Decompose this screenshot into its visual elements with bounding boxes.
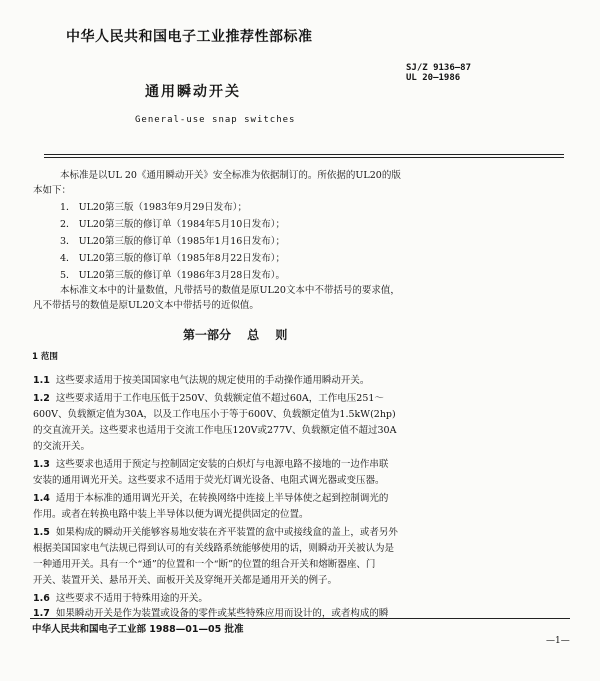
clause-number: 1.2 <box>33 393 50 404</box>
list-number: 1． <box>60 202 76 213</box>
intro-paragraph-line: 本如下： <box>33 185 72 196</box>
clause-number: 1.6 <box>33 593 50 604</box>
clause <box>33 590 208 604</box>
clause-text-line: 安装的通用调光开关。这些要求不适用于荧光灯调光设备、电阻式调光器或变压器。 <box>33 475 385 486</box>
part-heading: 第一部分 总 则 <box>183 328 288 342</box>
clause-number: 1.1 <box>33 375 50 386</box>
clause <box>33 390 384 404</box>
list-text: UL20第三版的修订单（1986年3月28日发布）。 <box>78 270 286 281</box>
approval-line: 中华人民共和国电子工业部 1988—01—05 批准 <box>32 624 244 635</box>
intro-paragraph-line: 本标准是以UL 20《通用瞬动开关》安全标准为依据制订的。所依据的UL20的版 <box>60 170 401 181</box>
clause-text-line: 600V、负载额定值为30A，以及工作电压小于等于600V、负载额定值为1.5kW(2hp) <box>33 409 396 420</box>
clause-text: 这些要求适用于工作电压低于250V、负载额定值不超过60A，工作电压251～ <box>55 393 384 404</box>
clause-text-line: 的交流开关。 <box>33 441 91 452</box>
clause <box>33 524 398 538</box>
version-list-item <box>60 199 247 213</box>
clause-number: 1.4 <box>33 493 50 504</box>
clause-text-line: 的交直流开关。这些要求也适用于交流工作电压120V或277V、负载额定值不超过30A <box>33 425 397 436</box>
list-number: 4． <box>60 253 76 264</box>
document-title: 通用瞬动开关 <box>145 84 241 100</box>
version-list-item <box>60 267 285 281</box>
clause <box>33 456 388 470</box>
clause <box>33 490 388 504</box>
reference-standard-code: UL 20—1986 <box>406 73 461 83</box>
list-text: UL20第三版的修订单（1985年1月16日发布）； <box>78 236 286 247</box>
version-list-item <box>60 216 285 230</box>
clause-number: 1.7 <box>33 608 50 619</box>
list-number: 3． <box>60 236 76 247</box>
clause-text-line: 作用。或者在转换电路中装上半导体以便为调光提供固定的位置。 <box>33 509 309 520</box>
note-paragraph-line: 本标准文本中的计量数值，凡带括号的数值是原UL20文本中不带括号的要求值， <box>60 285 400 296</box>
clause-text: 这些要求适用于按美国国家电气法规的规定使用的手动操作通用瞬动开关。 <box>55 375 370 386</box>
version-list-item <box>60 250 285 264</box>
document-title-english: General-use snap switches <box>135 115 296 125</box>
section-heading: 1 范围 <box>32 352 58 362</box>
clause-number: 1.3 <box>33 459 50 470</box>
note-paragraph-line: 凡不带括号的数值是原UL20文本中带括号的近似值。 <box>33 300 259 311</box>
list-number: 2． <box>60 219 76 230</box>
clause-number: 1.5 <box>33 527 50 538</box>
standard-code: SJ/Z 9136—87 <box>406 63 472 73</box>
clause-text-line: 开关、装置开关、悬吊开关、面板开关及穿绳开关都是通用开关的例子。 <box>33 575 338 586</box>
clause-text: 如果构成的瞬动开关能够容易地安装在齐平装置的盒中或接线盒的盖上，或者另外 <box>55 527 398 538</box>
list-text: UL20第三版的修订单（1984年5月10日发布）； <box>78 219 286 230</box>
page-number: —1— <box>546 636 570 646</box>
list-text: UL20第三版的修订单（1985年8月22日发布）； <box>78 253 286 264</box>
clause-text: 这些要求不适用于特殊用途的开关。 <box>55 593 208 604</box>
standard-category-title: 中华人民共和国电子工业推荐性部标准 <box>66 29 313 45</box>
clause-text-line: 根据美国国家电气法规已得到认可的有关线路系统能够使用的话，则瞬动开关被认为是 <box>33 543 395 554</box>
clause-text: 适用于本标准的通用调光开关，在转换网络中连接上半导体使之起到控制调光的 <box>55 493 389 504</box>
version-list-item <box>60 233 285 247</box>
list-number: 5． <box>60 270 76 281</box>
clause-text: 如果瞬动开关是作为装置或设备的零件或某些特殊应用而设计的，或者构成的瞬 <box>55 608 389 619</box>
footer-divider <box>30 618 570 619</box>
clause <box>33 372 369 386</box>
top-divider-1 <box>44 154 564 155</box>
clause-text: 这些要求也适用于预定与控制固定安装的白炽灯与电源电路不接地的一边作串联 <box>55 459 389 470</box>
clause-text-line: 一种通用开关。具有一个“通”的位置和一个“断”的位置的组合开关和熔断器座、门 <box>33 559 376 570</box>
top-divider-2 <box>44 157 564 158</box>
clause <box>33 605 388 619</box>
list-text: UL20第三版（1983年9月29日发布）； <box>78 202 248 213</box>
